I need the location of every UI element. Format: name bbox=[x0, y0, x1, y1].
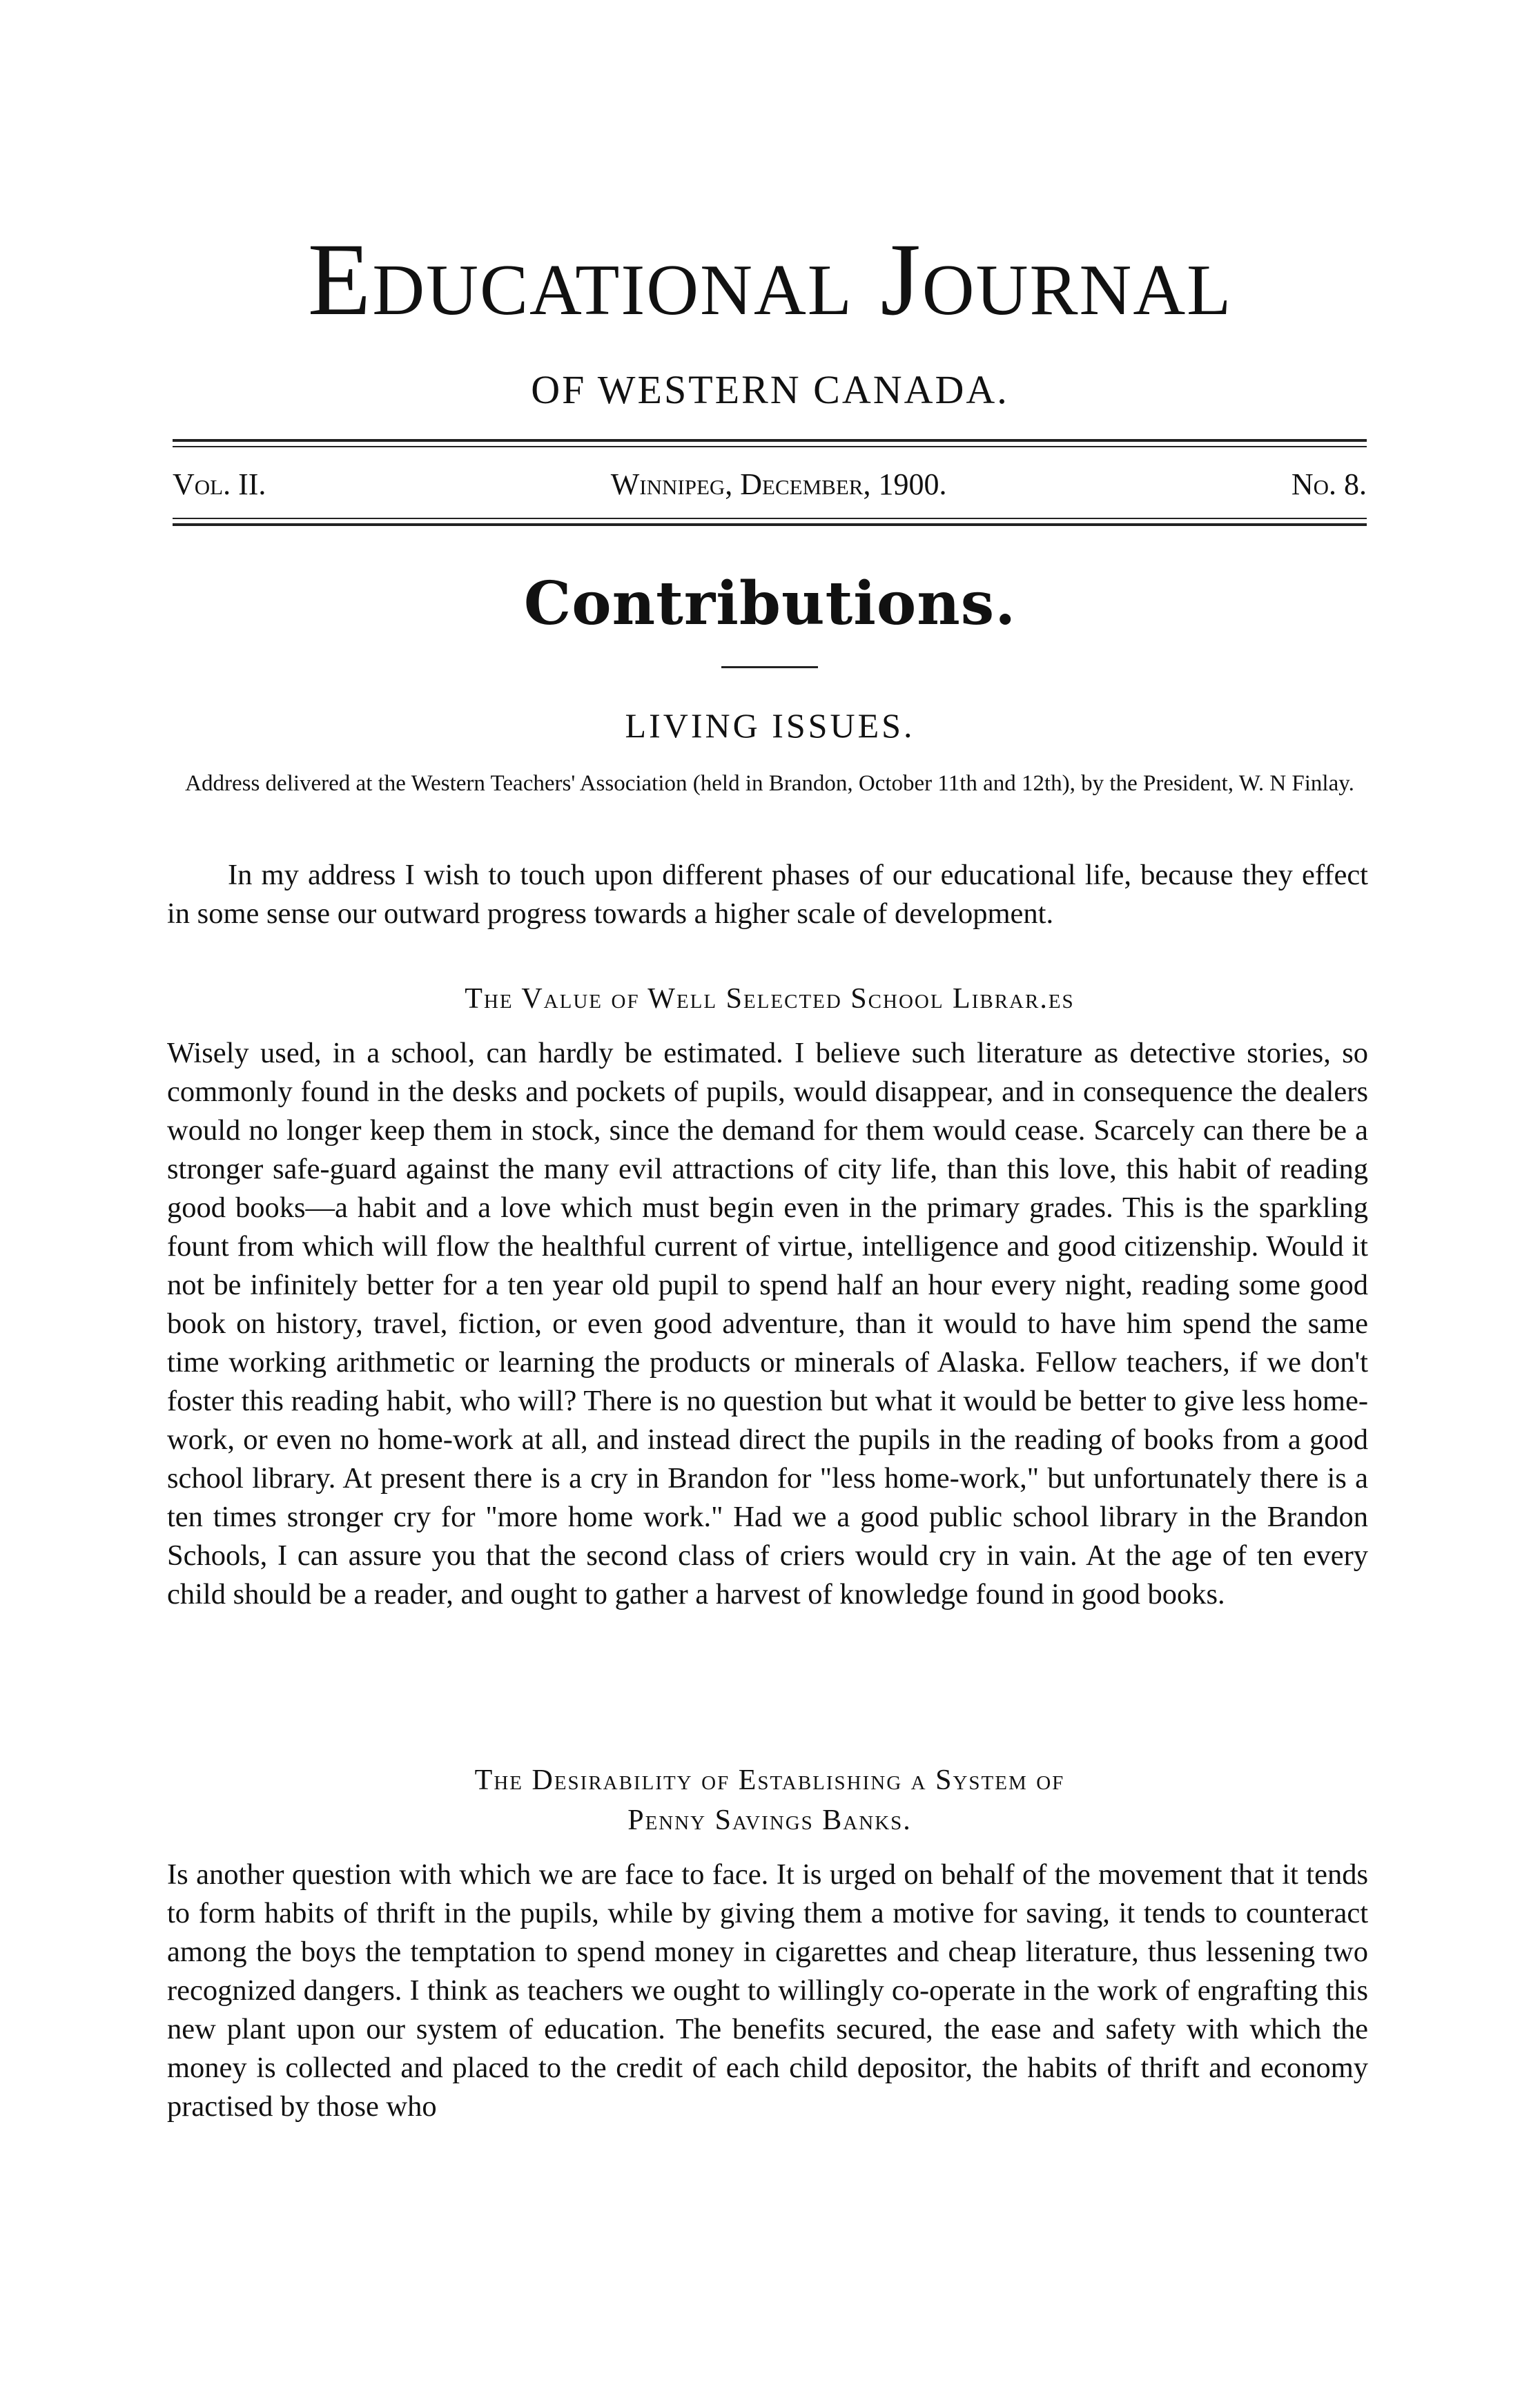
article-byline: Address delivered at the Western Teachers' Association (held in Brandon, October 11th and 12th), by the President, W. N Finlay. bbox=[185, 771, 1354, 796]
libraries-paragraph: Wisely used, in a school, can hardly be estimated. I believe such literature as detective stories, so commonly found in the desks and pockets of pupils, would disappear, and in consequence the dealers would no longer keep them in stock, since the demand for them would cease. Scarcely can there be a stronger safe-guard against the many evil attractions of city life, than this love, this habit of reading good books—a habit and a love which must begin even in the primary grades. This is the sparkling fount from which will flow the healthful current of virtue, intelligence and good citizenship. Would it not be infinitely better for a ten year old pupil to spend half an hour every night, reading some good book on history, travel, fiction, or even good adventure, than it would to have him spend the same time working arithmetic or learning the products or minerals of Alaska. Fellow teachers, if we don't foster this reading habit, who will? There is no question but what it would be better to give less home-work, or even no home-work at all, and instead direct the pupils in the reading of books from a good school library. At present there is a cry in Brandon for "less home-work," but unfortunately there is a ten times stronger cry for "more home work." Had we a good public school library in the Brandon Schools, I can assure you that the second class of criers would cry in vain. At the age of ten every child should be a reader, and ought to gather a harvest of knowledge found in good books. bbox=[167, 1037, 1368, 1610]
article-title: LIVING ISSUES. bbox=[625, 706, 915, 745]
bottom-rule-1 bbox=[173, 518, 1367, 519]
subheading-libraries: The Value of Well Selected School Librar.es bbox=[465, 983, 1075, 1015]
section-heading: Contributions. bbox=[523, 569, 1017, 639]
journal-title: Educational Journal bbox=[307, 222, 1233, 337]
top-rule-1 bbox=[173, 439, 1367, 442]
subheading-savings-banks-line2: Penny Savings Banks. bbox=[627, 1804, 912, 1836]
journal-subtitle: OF WESTERN CANADA. bbox=[531, 367, 1009, 412]
issue-number: No. 8. bbox=[1291, 467, 1367, 501]
savings-banks-paragraph: Is another question with which we are face to face. It is urged on behalf of the movement that it tends to form habits of thrift in the pupils, while by giving them a motive for saving, it tends to counteract among the boys the temptation to spend money in cigarettes and cheap literature, thus lessening two recognized dangers. I think as teachers we ought to willingly co-operate in the work of engrafting this new plant upon our system of education. The benefits secured, the ease and safety with which the money is collected and placed to the credit of each child depositor, the habits of thrift and economy practised by those who bbox=[167, 1858, 1368, 2123]
section-divider bbox=[721, 666, 818, 668]
issue-line bbox=[173, 464, 1367, 505]
intro-paragraph: In my address I wish to touch upon different phases of our educational life, because they effect in some sense our outward progress towards a higher scale of development. bbox=[167, 859, 1368, 930]
subheading-savings-banks-line1: The Desirability of Establishing a System of bbox=[474, 1764, 1065, 1796]
place-date: Winnipeg, December, 1900. bbox=[610, 467, 947, 501]
volume-number: Vol. II. bbox=[173, 467, 266, 501]
bottom-rule-2 bbox=[173, 523, 1367, 526]
top-rule-2 bbox=[173, 446, 1367, 447]
